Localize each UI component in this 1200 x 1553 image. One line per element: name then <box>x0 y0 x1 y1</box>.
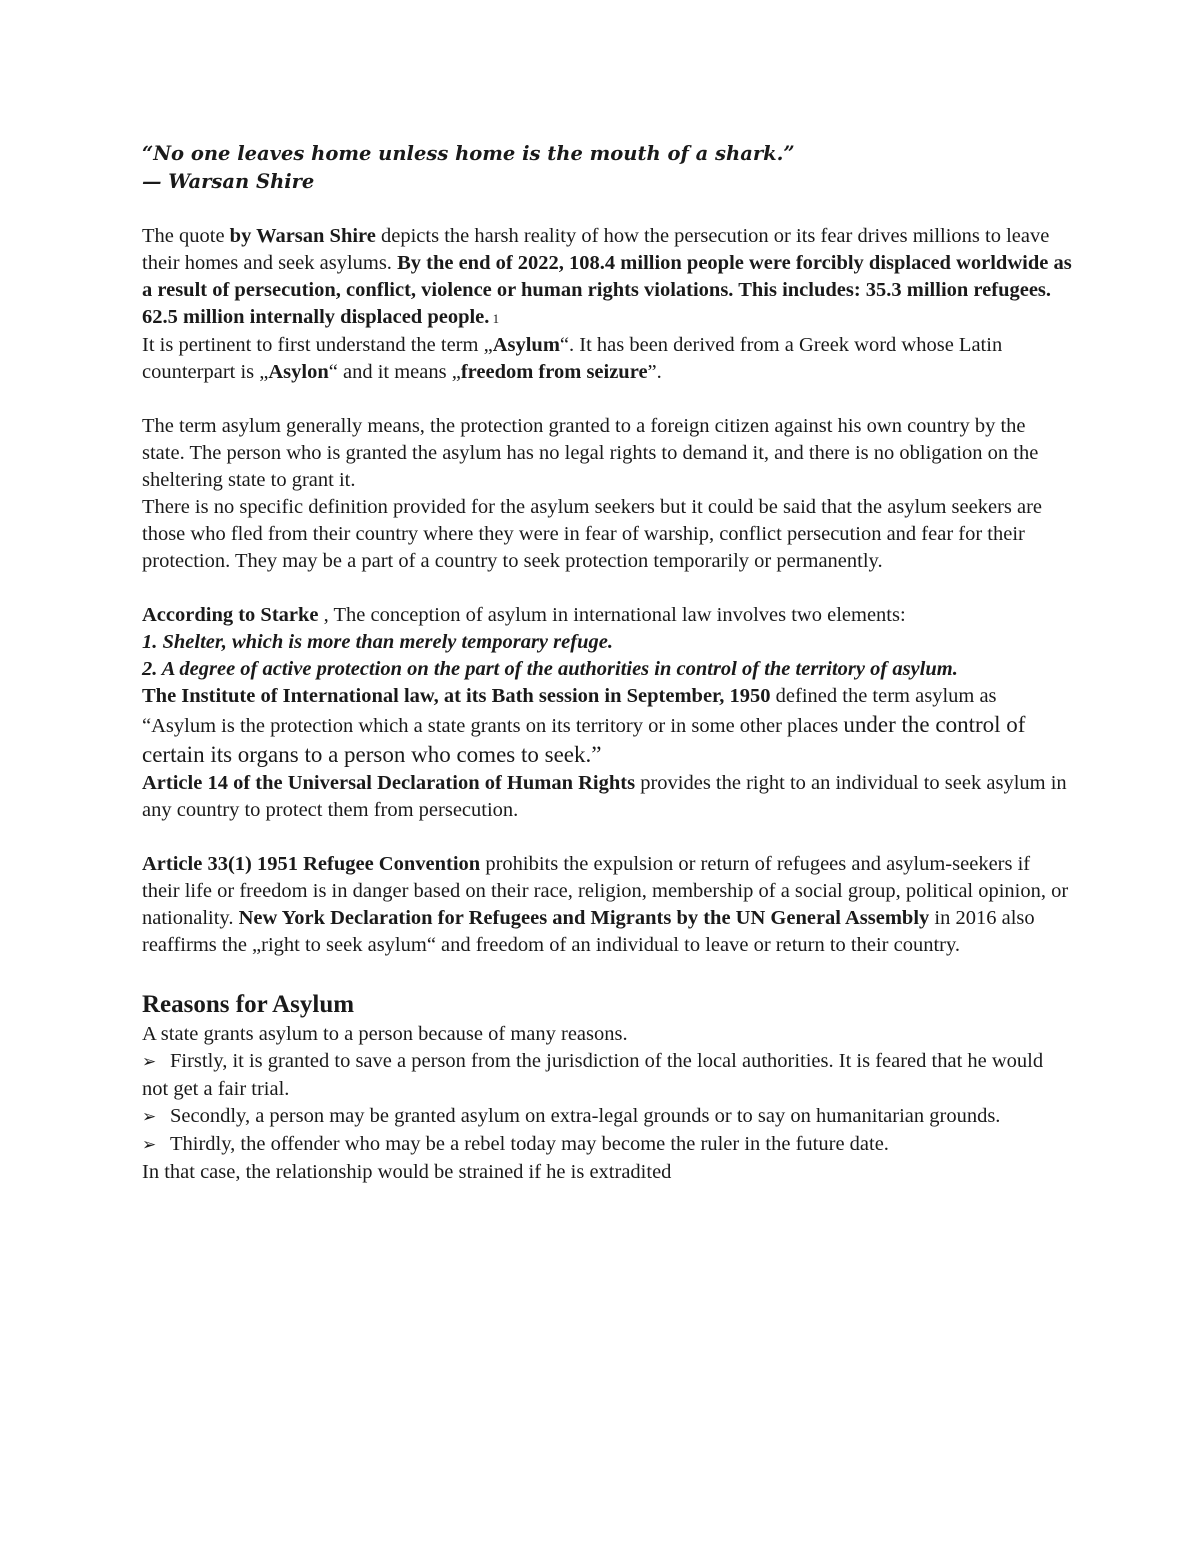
text-run: The quote <box>142 225 230 247</box>
asylum-seekers-paragraph: There is no specific definition provided for the asylum seekers but it could be said that the asylum seekers are those who fled from their country where they were in fear of warship, conflict persecution and fear for their protection. They may be a part of a country to seek protection temporarily or permanently. <box>142 496 1043 572</box>
bold-run: New York Declaration for Refugees and Migrants by the UN General Assembly <box>238 907 930 929</box>
bold-run: by Warsan Shire <box>229 225 376 247</box>
text-run: prohibits the expulsion or return of refugees and asylum-seekers if their life or freedom is in danger based on their race, religion, membership of a social group, political opinion, or nationality. <box>142 853 1069 929</box>
reason-item <box>142 1048 1072 1103</box>
bold-run: freedom from seizure <box>460 361 648 383</box>
text-run: defined the term asylum as “Asylum is the protection which a state grants on its territory or in some other places <box>142 685 997 737</box>
institute-paragraph <box>142 683 1072 770</box>
arrow-bullet-icon: ➢ <box>142 1052 157 1072</box>
reasons-intro: A state grants asylum to a person because of many reasons. <box>142 1023 628 1045</box>
starke-element-1: 1. Shelter, which is more than merely temporary refuge. <box>142 631 613 653</box>
text-run: “ and it means „ <box>328 361 461 383</box>
spacer <box>142 386 1072 413</box>
bold-run: According to Starke <box>142 604 319 626</box>
footnote-marker: 1 <box>489 311 500 326</box>
section-heading: Reasons for Asylum <box>142 991 355 1018</box>
reason-text: Secondly, a person may be granted asylum on extra-legal grounds or to say on humanitarian grounds. <box>170 1105 1001 1127</box>
starke-paragraph <box>142 602 1072 629</box>
reason-text: Firstly, it is granted to save a person from the jurisdiction of the local authorities. It is feared that he would not get a fair trial. <box>142 1050 1044 1100</box>
text-run: ”. <box>647 361 662 383</box>
text-run: “. It has been derived from a Greek word whose Latin counterpart is „ <box>142 334 1003 383</box>
text-run: It is pertinent to first understand the term „ <box>142 334 493 356</box>
reason-text: Thirdly, the offender who may be a rebel today may become the ruler in the future date. <box>170 1133 889 1155</box>
epigraph-attribution: — Warsan Shire <box>142 170 315 193</box>
udhr-paragraph <box>142 770 1072 824</box>
spacer <box>142 959 1072 989</box>
spacer <box>142 824 1072 851</box>
spacer <box>142 575 1072 602</box>
arrow-bullet-icon: ➢ <box>142 1135 157 1155</box>
asylum-definition-paragraph: The term asylum generally means, the protection granted to a foreign citizen against his own country by the state. The person who is granted the asylum has no legal rights to demand it, and there is no obligation on the sheltering state to grant it. <box>142 415 1039 491</box>
reason-item <box>142 1131 1072 1159</box>
bold-run: Asylum <box>492 334 560 356</box>
bold-run: Article 14 of the Universal Declaration of Human Rights <box>142 772 636 794</box>
text-run: provides the right to an individual to seek asylum in any country to protect them from persecution. <box>142 772 1067 821</box>
reason-item <box>142 1103 1072 1131</box>
starke-element-2: 2. A degree of active protection on the part of the authorities in control of the territory of asylum. <box>142 658 958 680</box>
text-run: depicts the harsh reality of how the persecution or its fear drives millions to leave their homes and seek asylums. <box>142 225 1050 274</box>
convention-paragraph <box>142 851 1072 959</box>
bold-run: The Institute of International law, at its Bath session in September, 1950 <box>142 685 771 707</box>
text-run: in 2016 also reaffirms the „right to seek asylum“ and freedom of an individual to leave or return to their country. <box>142 907 1035 956</box>
text-run: , The conception of asylum in international law involves two elements: <box>318 604 906 626</box>
arrow-bullet-icon: ➢ <box>142 1107 157 1127</box>
bold-run: Article 33(1) 1951 Refugee Convention <box>142 853 481 875</box>
epigraph-quote: “No one leaves home unless home is the mouth of a shark.” <box>142 142 795 165</box>
intro-paragraph <box>142 223 1072 386</box>
document-body <box>142 140 1072 1186</box>
text-run-large: under the control of certain its organs to a person who comes to seek.” <box>142 712 1026 767</box>
reasons-closing: In that case, the relationship would be strained if he is extradited <box>142 1161 672 1183</box>
spacer <box>142 196 1072 223</box>
bold-run: Asylon <box>268 361 329 383</box>
bold-statistics: By the end of 2022, 108.4 million people were forcibly displaced worldwide as a result of persecution, conflict, violence or human rights violations. This includes: 35.3 million refugees. 62.5 million internally displaced people. <box>142 252 1072 328</box>
